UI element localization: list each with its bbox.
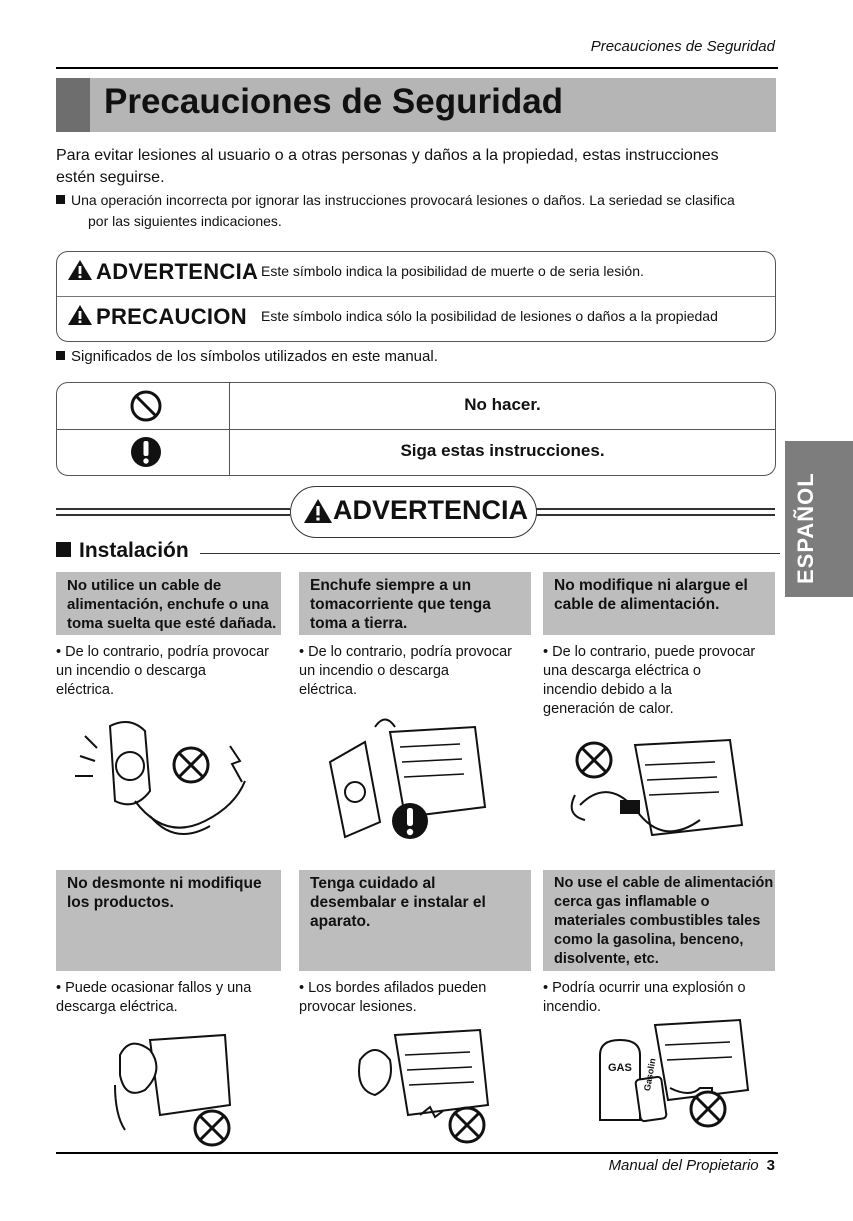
card-text: • Podría ocurrir una explosión o incendio.	[543, 980, 746, 1015]
severity-note-line-1: Una operación incorrecta por ignorar las instrucciones provocará lesiones o daños. La seriedad se clasifica	[71, 192, 735, 208]
page-footer	[609, 1157, 775, 1174]
square-bullet-icon	[56, 195, 65, 204]
warning-triangle-icon	[303, 498, 333, 524]
meaning-mandatory-text: Siga estas instrucciones.	[400, 441, 605, 460]
card-title-box	[56, 870, 281, 971]
legend-row-caution	[57, 297, 775, 341]
language-tab-label: ESPAÑOL	[793, 472, 818, 584]
symbol-meanings-table	[56, 382, 776, 476]
warning-heading-text: ADVERTENCIA	[333, 495, 529, 525]
page-title: Precauciones de Seguridad	[104, 82, 564, 121]
card-text: • De lo contrario, podría provocar un incendio o descarga eléctrica.	[299, 644, 513, 698]
card-title: Enchufe siempre a un tomacorriente que tenga toma a tierra.	[310, 577, 491, 632]
card-title: No use el cable de alimentación cerca gas inflamable o materiales combustibles tales como la gasolina, benceno, disolvente, etc.	[554, 875, 774, 967]
footer-manual-title: Manual del Propietario	[608, 1157, 759, 1174]
legend-text-warning: Este símbolo indica la posibilidad de muerte o de seria lesión.	[261, 263, 644, 279]
card-title: No desmonte ni modifique los productos.	[67, 875, 262, 911]
warning-heading	[290, 486, 537, 538]
footer-rule	[56, 1152, 778, 1154]
legend-text-caution: Este símbolo indica sólo la posibilidad de lesiones o daños a la propiedad	[261, 308, 718, 324]
card-text: • De lo contrario, puede provocar una descarga eléctrica o incendio debido a la generación de calor.	[543, 644, 756, 717]
square-bullet-icon	[56, 351, 65, 360]
language-tab	[785, 441, 853, 597]
card-title: No modifique ni alargue el cable de alimentación.	[554, 577, 748, 613]
card-text: • Puede ocasionar fallos y una descarga eléctrica.	[56, 980, 252, 1015]
severity-note-line-2: por las siguientes indicaciones.	[88, 213, 282, 229]
prohibited-icon	[574, 740, 614, 780]
card-title-box	[56, 572, 281, 635]
title-banner	[56, 78, 776, 132]
mandatory-icon	[390, 801, 430, 841]
card-title: Tenga cuidado al desembalar e instalar el aparato.	[310, 875, 486, 930]
legend-label-warning: ADVERTENCIA	[96, 259, 259, 284]
intro-line-1: Para evitar lesiones al usuario o a otras personas y daños a la propiedad, estas instrucciones	[56, 147, 719, 164]
damaged-outlet-illustration	[60, 706, 270, 856]
card-text: • Los bordes afilados pueden provocar lesiones.	[299, 980, 487, 1015]
warning-triangle-icon	[67, 259, 93, 281]
prohibited-icon	[171, 745, 211, 785]
gas-can-label: GAS	[608, 1062, 632, 1074]
card-title: No utilice un cable de alimentación, enchufe o una toma suelta que esté dañada.	[67, 577, 277, 632]
section-title: Instalación	[56, 539, 189, 563]
prohibited-icon	[192, 1108, 232, 1148]
legend-row-warning	[57, 252, 775, 296]
prohibited-icon	[129, 389, 163, 423]
severity-legend	[56, 251, 776, 342]
prohibited-icon	[688, 1089, 728, 1129]
square-bullet-icon	[56, 542, 71, 557]
card-title-box	[543, 870, 775, 971]
prohibited-icon	[447, 1105, 487, 1145]
card-title-box	[299, 870, 531, 971]
meaning-prohibited-text: No hacer.	[464, 395, 541, 414]
banner-accent	[56, 78, 90, 132]
page-number: 3	[766, 1157, 775, 1174]
legend-label-caution: PRECAUCION	[96, 304, 247, 329]
caution-triangle-icon	[67, 304, 93, 326]
intro-paragraph	[56, 145, 776, 189]
gasoline-can-label: Gasolin	[642, 1057, 658, 1092]
card-title-box	[543, 572, 775, 635]
intro-line-2: estén seguirse.	[56, 169, 165, 186]
running-header: Precauciones de Seguridad	[590, 38, 775, 55]
card-text: • De lo contrario, podría provocar un incendio o descarga eléctrica.	[56, 644, 270, 698]
severity-note	[56, 190, 776, 232]
mandatory-icon	[129, 435, 163, 469]
header-rule	[56, 67, 778, 69]
meanings-heading: Significados de los símbolos utilizados en este manual.	[56, 348, 438, 365]
section-rule	[200, 553, 780, 554]
card-title-box	[299, 572, 531, 635]
